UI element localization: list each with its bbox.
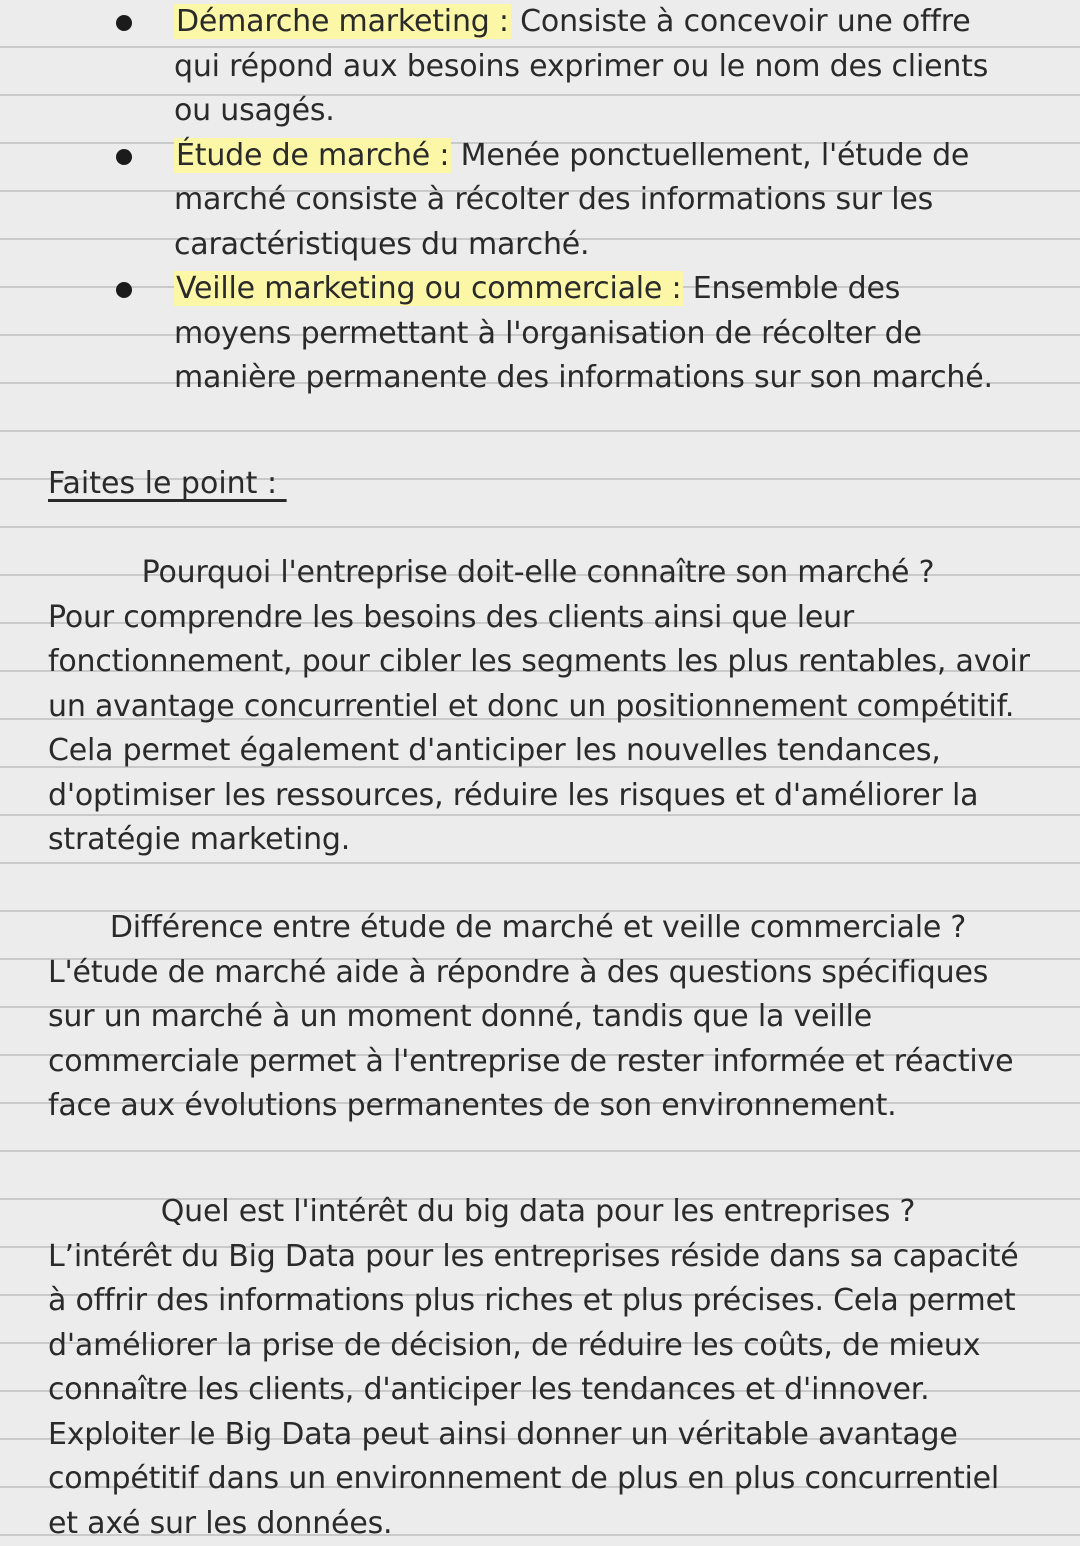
definition-text: Consiste à concevoir une offre qui répond aux besoins exprimer ou le nom des clients ou usagés.: [174, 4, 989, 128]
answer-paragraph: L’intérêt du Big Data pour les entreprises réside dans sa capacité à offrir des informations plus riches et plus précises. Cela permet d'améliorer la prise de décision, de réduire les coûts, de mieux connaître les clients, d'anticiper les tendances et d'innover. Exploiter le Big Data peut ainsi donner un véritable avantage compétitif dans un environnement de plus en plus concurrentiel et axé sur les données.: [48, 1238, 1019, 1541]
definition-term: Démarche marketing :: [176, 4, 509, 39]
definition-term: Veille marketing ou commerciale :: [176, 271, 682, 306]
question-heading: Différence entre étude de marché et veille commerciale ?: [109, 910, 967, 945]
definition-item: [0, 0, 1080, 134]
qa-block: [48, 551, 1038, 863]
question-heading: Pourquoi l'entreprise doit-elle connaître son marché ?: [141, 555, 935, 590]
definitions-list: [0, 0, 1080, 401]
bullet-icon: [116, 149, 132, 165]
definition-item: [0, 267, 1080, 401]
definition-item: [0, 134, 1080, 268]
section-title: Faites le point :: [48, 466, 287, 501]
answer-paragraph: L'étude de marché aide à répondre à des questions spécifiques sur un marché à un moment donné, tandis que la veille commerciale permet à l'entreprise de rester informée et réactive face aux évolutions permanentes de son environnement.: [48, 954, 1014, 1123]
definition-text: Menée ponctuellement, l'étude de marché consiste à récolter des informations sur les caractéristiques du marché.: [174, 137, 970, 262]
qa-block: [48, 906, 1038, 1129]
definition-text: Ensemble des moyens permettant à l'organisation de récolter de manière permanente des informations sur son marché.: [174, 271, 993, 395]
qa-block: [48, 1190, 1038, 1546]
answer-paragraph: Pour comprendre les besoins des clients ainsi que leur fonctionnement, pour cibler les segments les plus rentables, avoir un avantage concurrentiel et donc un positionnement compétitif. Cela permet également d'anticiper les nouvelles tendances, d'optimiser les ressources, réduire les risques et d'améliorer la stratégie marketing.: [48, 599, 1030, 857]
bullet-icon: [116, 282, 132, 298]
bullet-icon: [116, 15, 132, 31]
definition-term: Étude de marché :: [176, 137, 450, 173]
question-heading: Quel est l'intérêt du big data pour les entreprises ?: [160, 1194, 916, 1229]
